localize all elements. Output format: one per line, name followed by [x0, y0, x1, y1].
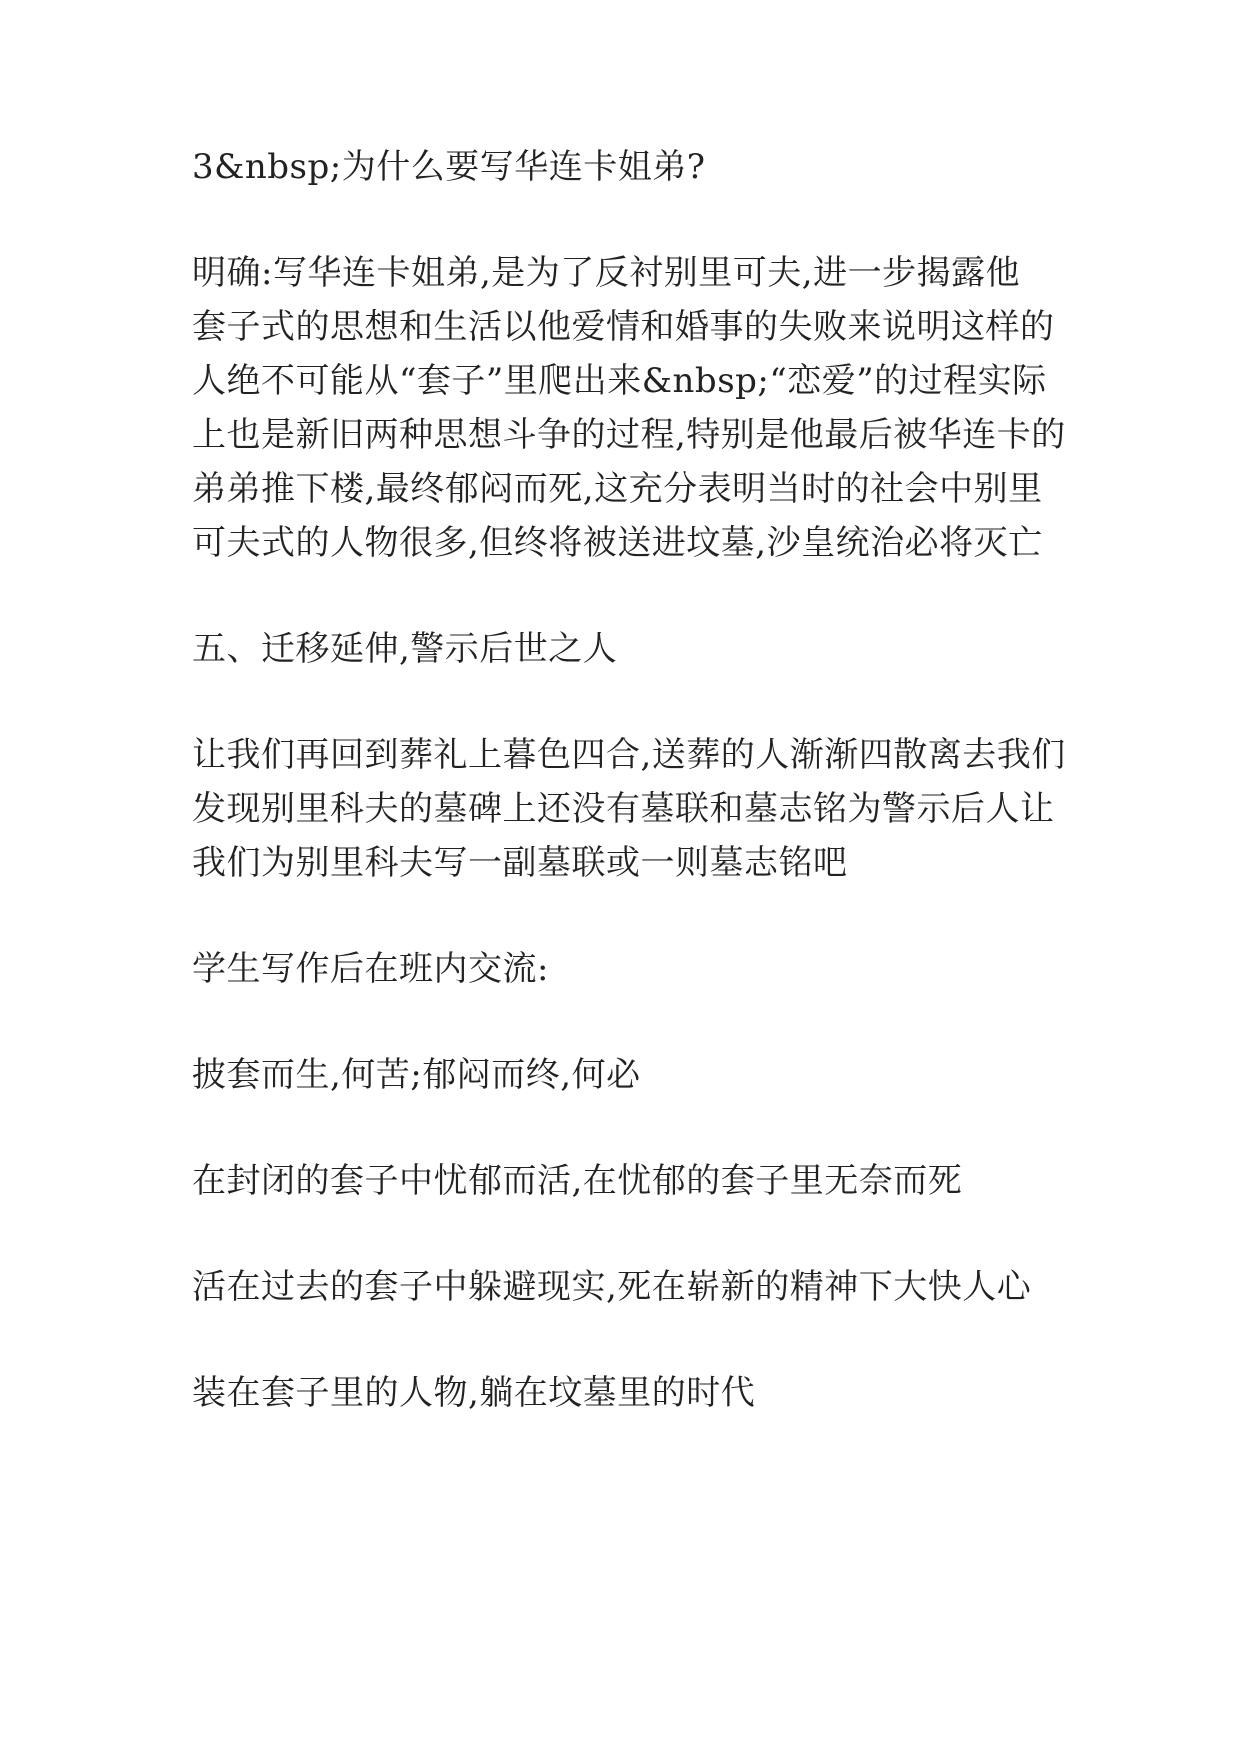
- example-line: 披套而生,何苦;郁闷而终,何必: [192, 1055, 641, 1095]
- answer-line: 明确:写华连卡姐弟,是为了反衬别里可夫,进一步揭露他: [192, 253, 1021, 293]
- example-line: 装在套子里的人物,躺在坟墓里的时代: [192, 1373, 756, 1413]
- section-title: 五、迁移延伸,警示后世之人: [192, 629, 618, 669]
- answer-line: 套子式的思想和生活以他爱情和婚事的失败来说明这样的: [192, 307, 1055, 347]
- paragraph-line: 我们为别里科夫写一副墓联或一则墓志铭吧: [192, 843, 848, 883]
- paragraph-line: 让我们再回到葬礼上暮色四合,送葬的人渐渐四散离去我们: [192, 735, 1066, 775]
- answer-line: 弟弟推下楼,最终郁闷而死,这充分表明当时的社会中别里: [192, 469, 1043, 509]
- paragraph-line: 发现别里科夫的墓碑上还没有墓联和墓志铭为警示后人让: [192, 789, 1055, 829]
- answer-line: 人绝不可能从“套子”里爬出来&nbsp;“恋爱”的过程实际: [192, 361, 1047, 401]
- example-line: 在封闭的套子中忧郁而活,在忧郁的套子里无奈而死: [192, 1161, 963, 1201]
- answer-line: 上也是新旧两种思想斗争的过程,特别是他最后被华连卡的: [192, 415, 1066, 455]
- example-line: 活在过去的套子中躲避现实,死在崭新的精神下大快人心: [192, 1267, 1032, 1307]
- question-heading: 3&nbsp;为什么要写华连卡姐弟?: [192, 147, 706, 187]
- exchange-intro: 学生写作后在班内交流:: [192, 949, 549, 989]
- answer-line: 可夫式的人物很多,但终将被送进坟墓,沙皇统治必将灭亡: [192, 523, 1043, 563]
